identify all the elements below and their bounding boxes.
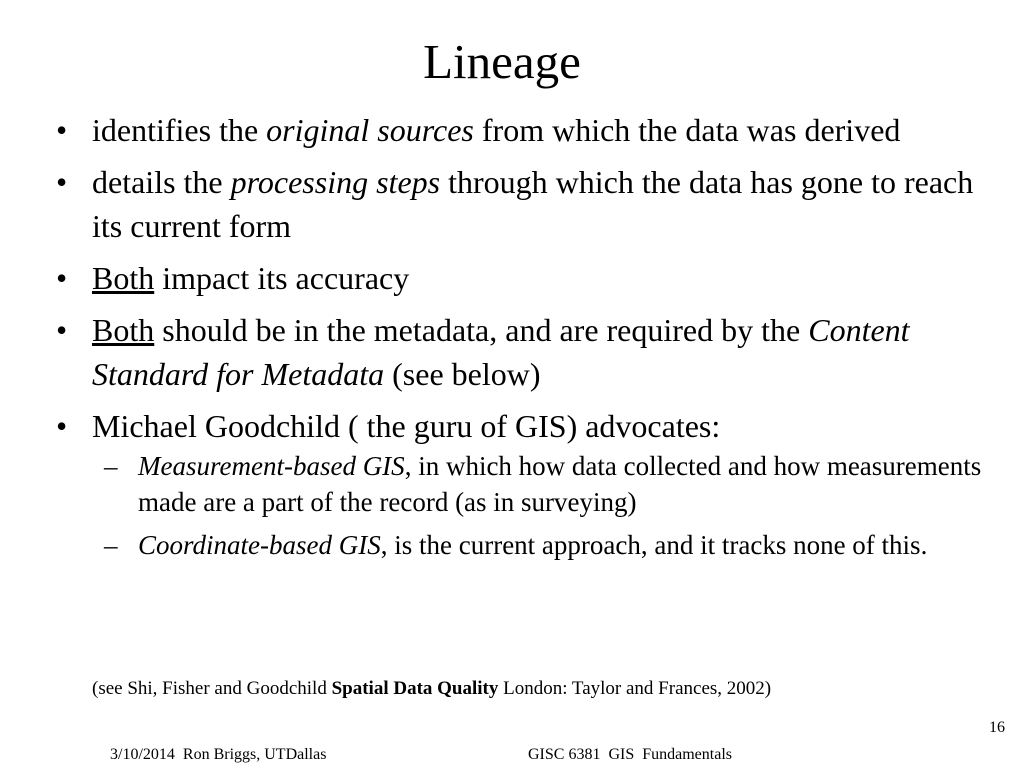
bullet-marker: • [56,408,68,444]
footer-date-author: 3/10/2014 Ron Briggs, UTDallas [110,746,327,763]
sub-bullet-text: , in which how data collected and how measurements made are a part of the record (as in surveying) [138,451,982,517]
bullet-text: Michael Goodchild ( the guru of GIS) advocates: [92,408,721,444]
citation [92,676,771,702]
emphasis-measurement-based-gis: Measurement-based GIS [138,451,405,481]
bullet-text: identifies the [92,112,267,148]
sub-bullet-item [92,448,990,520]
emphasis-content-standard: Content Standard for Metadata [92,312,910,392]
bullet-item [50,308,990,396]
bullet-text: from which the data was derived [473,112,901,148]
citation-book-title: Spatial Data Quality [331,678,499,699]
underlined-both: Both [92,260,155,296]
citation-prefix: (see Shi, Fisher and Goodchild [92,678,332,699]
footer-course: GISC 6381 GIS Fundamentals [528,746,732,763]
underlined-both: Both [92,312,155,348]
bullet-list [50,108,990,571]
dash-marker: – [104,451,118,481]
page-number: 16 [989,719,1005,736]
bullet-item [50,404,990,563]
bullet-text: should be in the metadata, and are required by the [154,312,809,348]
bullet-text: impact its accuracy [154,260,410,296]
bullet-text: through which the data has gone to reach its current form [92,164,974,244]
citation-suffix: London: Taylor and Frances, 2002) [498,678,772,699]
bullet-item [50,160,990,248]
bullet-marker: • [56,260,68,296]
dash-marker: – [104,530,118,560]
bullet-item [50,256,990,300]
bullet-text: details the [92,164,231,200]
sub-bullet-text: , is the current approach, and it tracks none of this. [380,530,928,560]
sub-bullet-list [92,448,990,563]
bullet-item [50,108,990,152]
bullet-marker: • [56,164,68,200]
bullet-marker: • [56,312,68,348]
emphasis-processing-steps: processing steps [230,164,441,200]
slide-title: Lineage [423,34,581,89]
emphasis-original-sources: original sources [266,112,474,148]
bullet-marker: • [56,112,68,148]
emphasis-coordinate-based-gis: Coordinate-based GIS [138,530,381,560]
bullet-text: (see below) [384,356,541,392]
sub-bullet-item [92,527,990,563]
